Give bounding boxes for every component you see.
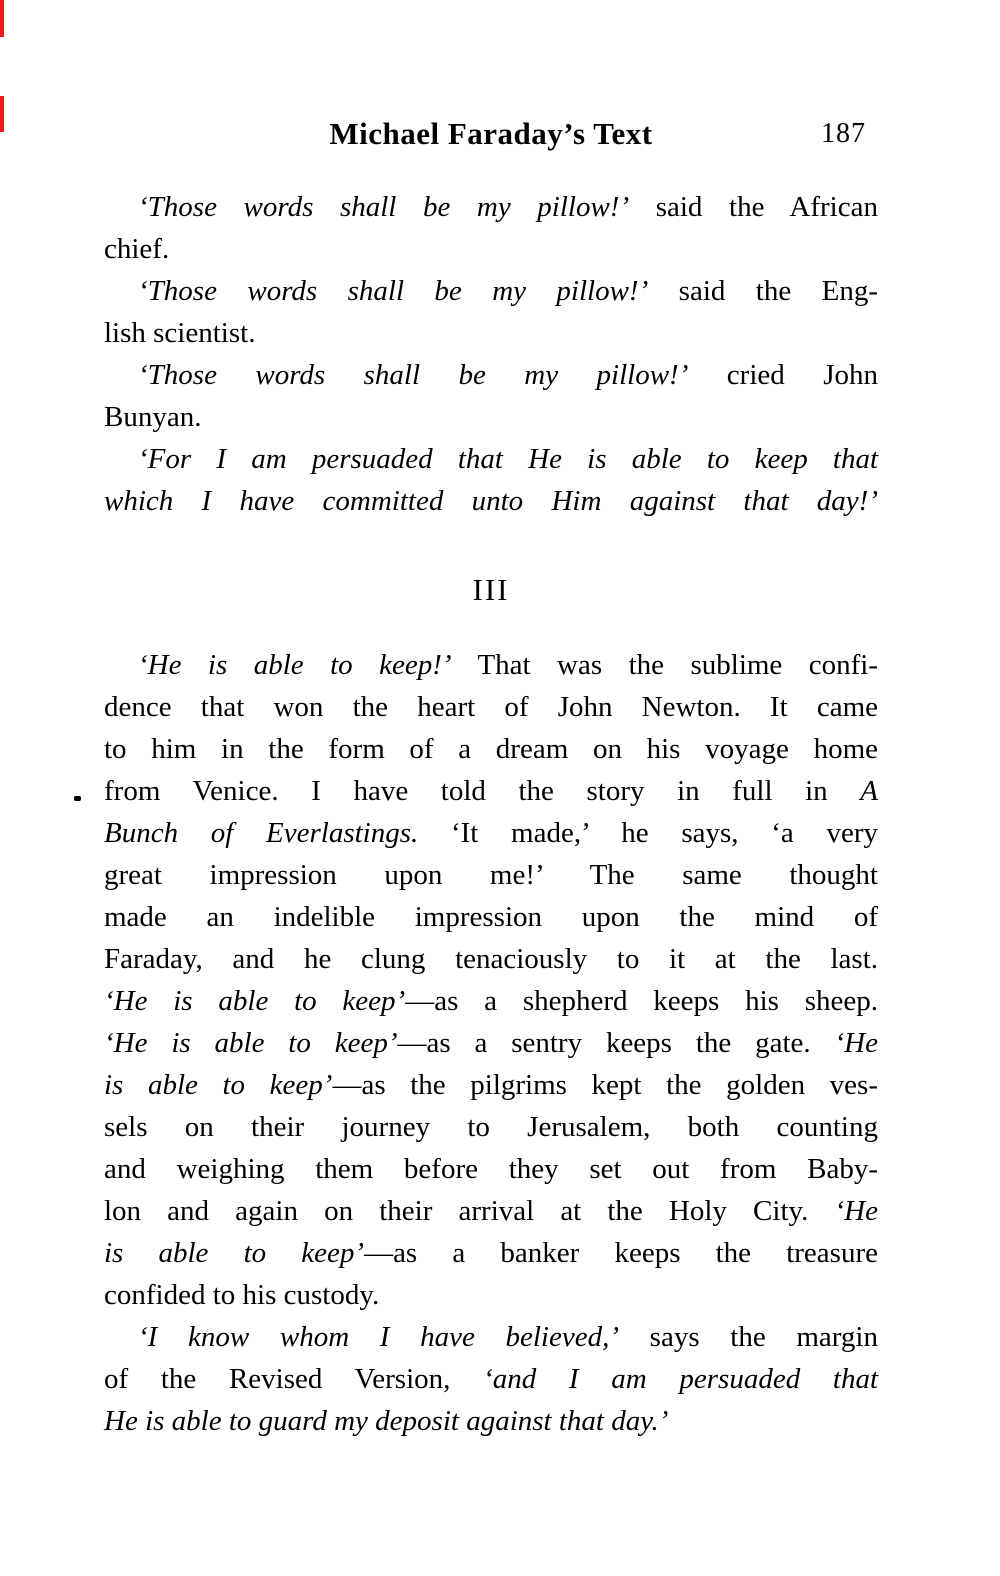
text-segment: He is able to guard my deposit against that day.’ <box>104 1405 669 1437</box>
text-line <box>104 228 878 270</box>
text-segment: made an indelible impression upon the mind of <box>104 901 878 933</box>
text-line <box>104 812 878 854</box>
text-segment: chief. <box>104 233 170 265</box>
text-line <box>104 644 878 686</box>
text-line <box>104 438 878 480</box>
text-segment: ‘He is able to keep’ <box>104 985 406 1017</box>
text-segment: great impression upon me!’ The same thought <box>104 859 878 891</box>
margin-speck <box>74 796 81 801</box>
text-segment: said the Eng- <box>648 275 878 307</box>
text-line <box>104 270 878 312</box>
text-segment: cried John <box>688 359 878 391</box>
text-segment: which I have committed unto Him against that day!’ <box>104 485 878 517</box>
paragraph <box>104 270 878 354</box>
text-segment: That was the sublime confi- <box>451 649 878 681</box>
text-segment: says the margin <box>619 1321 878 1353</box>
text-segment: lon and again on their arrival at the Holy City. <box>104 1195 835 1227</box>
red-edge-mark <box>0 96 4 132</box>
text-segment: —as the pilgrims kept the golden ves- <box>332 1069 878 1101</box>
text-line <box>104 896 878 938</box>
text-segment: and weighing them before they set out from Baby- <box>104 1153 878 1185</box>
body-paragraphs <box>104 644 878 1442</box>
paragraph <box>104 438 878 522</box>
text-line <box>104 686 878 728</box>
text-segment: from Venice. I have told the story in full in <box>104 775 861 807</box>
text-segment: Faraday, and he clung tenaciously to it at the last. <box>104 943 878 975</box>
text-segment: ‘He is able to keep!’ <box>138 649 452 681</box>
text-segment: is able to keep’ <box>104 1237 365 1269</box>
text-line <box>104 1022 878 1064</box>
text-line <box>104 854 878 896</box>
text-line <box>104 1358 878 1400</box>
text-line <box>104 1106 878 1148</box>
text-line <box>104 728 878 770</box>
text-segment: ‘He <box>834 1195 878 1227</box>
text-segment: ‘It made,’ he says, ‘a very <box>418 817 878 849</box>
text-line <box>104 1064 878 1106</box>
page-number: 187 <box>821 118 866 149</box>
text-segment: said the African <box>629 191 878 223</box>
text-segment: is able to keep’ <box>104 1069 333 1101</box>
text-segment: ‘He <box>834 1027 878 1059</box>
text-segment: ‘Those words shall be my pillow!’ <box>138 191 630 223</box>
text-segment: ‘Those words shall be my pillow!’ <box>138 275 649 307</box>
paragraph <box>104 644 878 1316</box>
text-segment: ‘Those words shall be my pillow!’ <box>138 359 689 391</box>
text-segment: of the Revised Version, <box>104 1363 484 1395</box>
text-segment: ‘For I am persuaded that He is able to keep that <box>138 443 878 475</box>
text-segment: ‘I know whom I have believed,’ <box>138 1321 620 1353</box>
text-line <box>104 980 878 1022</box>
text-line <box>104 938 878 980</box>
text-line <box>104 1232 878 1274</box>
paragraph <box>104 354 878 438</box>
text-segment: —as a sentry keeps the gate. <box>397 1027 835 1059</box>
text-line <box>104 312 878 354</box>
paragraph <box>104 1316 878 1442</box>
text-line <box>104 770 878 812</box>
intro-paragraphs <box>104 186 878 522</box>
text-line <box>104 1148 878 1190</box>
text-line <box>104 480 878 522</box>
text-segment: sels on their journey to Jerusalem, both counting <box>104 1111 878 1143</box>
text-segment: lish scientist. <box>104 317 256 349</box>
text-segment: —as a banker keeps the treasure <box>364 1237 878 1269</box>
text-segment: confided to his custody. <box>104 1279 380 1311</box>
text-segment: dence that won the heart of John Newton. It came <box>104 691 878 723</box>
text-line <box>104 354 878 396</box>
paragraph <box>104 186 878 270</box>
page-title: Michael Faraday’s Text <box>329 116 653 151</box>
text-line <box>104 1274 878 1316</box>
section-heading: III <box>472 572 510 607</box>
text-segment: —as a shepherd keeps his sheep. <box>405 985 878 1017</box>
text-segment: Bunch of Everlastings. <box>104 817 419 849</box>
text-line <box>104 186 878 228</box>
text-line <box>104 1316 878 1358</box>
text-segment: ‘He is able to keep’ <box>104 1027 398 1059</box>
text-segment: ‘and I am persuaded that <box>483 1363 878 1395</box>
text-line <box>104 1190 878 1232</box>
red-edge-mark <box>0 0 4 37</box>
text-line <box>104 396 878 438</box>
text-segment: to him in the form of a dream on his voyage home <box>104 733 878 765</box>
text-segment: A <box>860 775 878 807</box>
text-line <box>104 1400 878 1442</box>
running-header <box>104 116 878 160</box>
text-segment: Bunyan. <box>104 401 202 433</box>
